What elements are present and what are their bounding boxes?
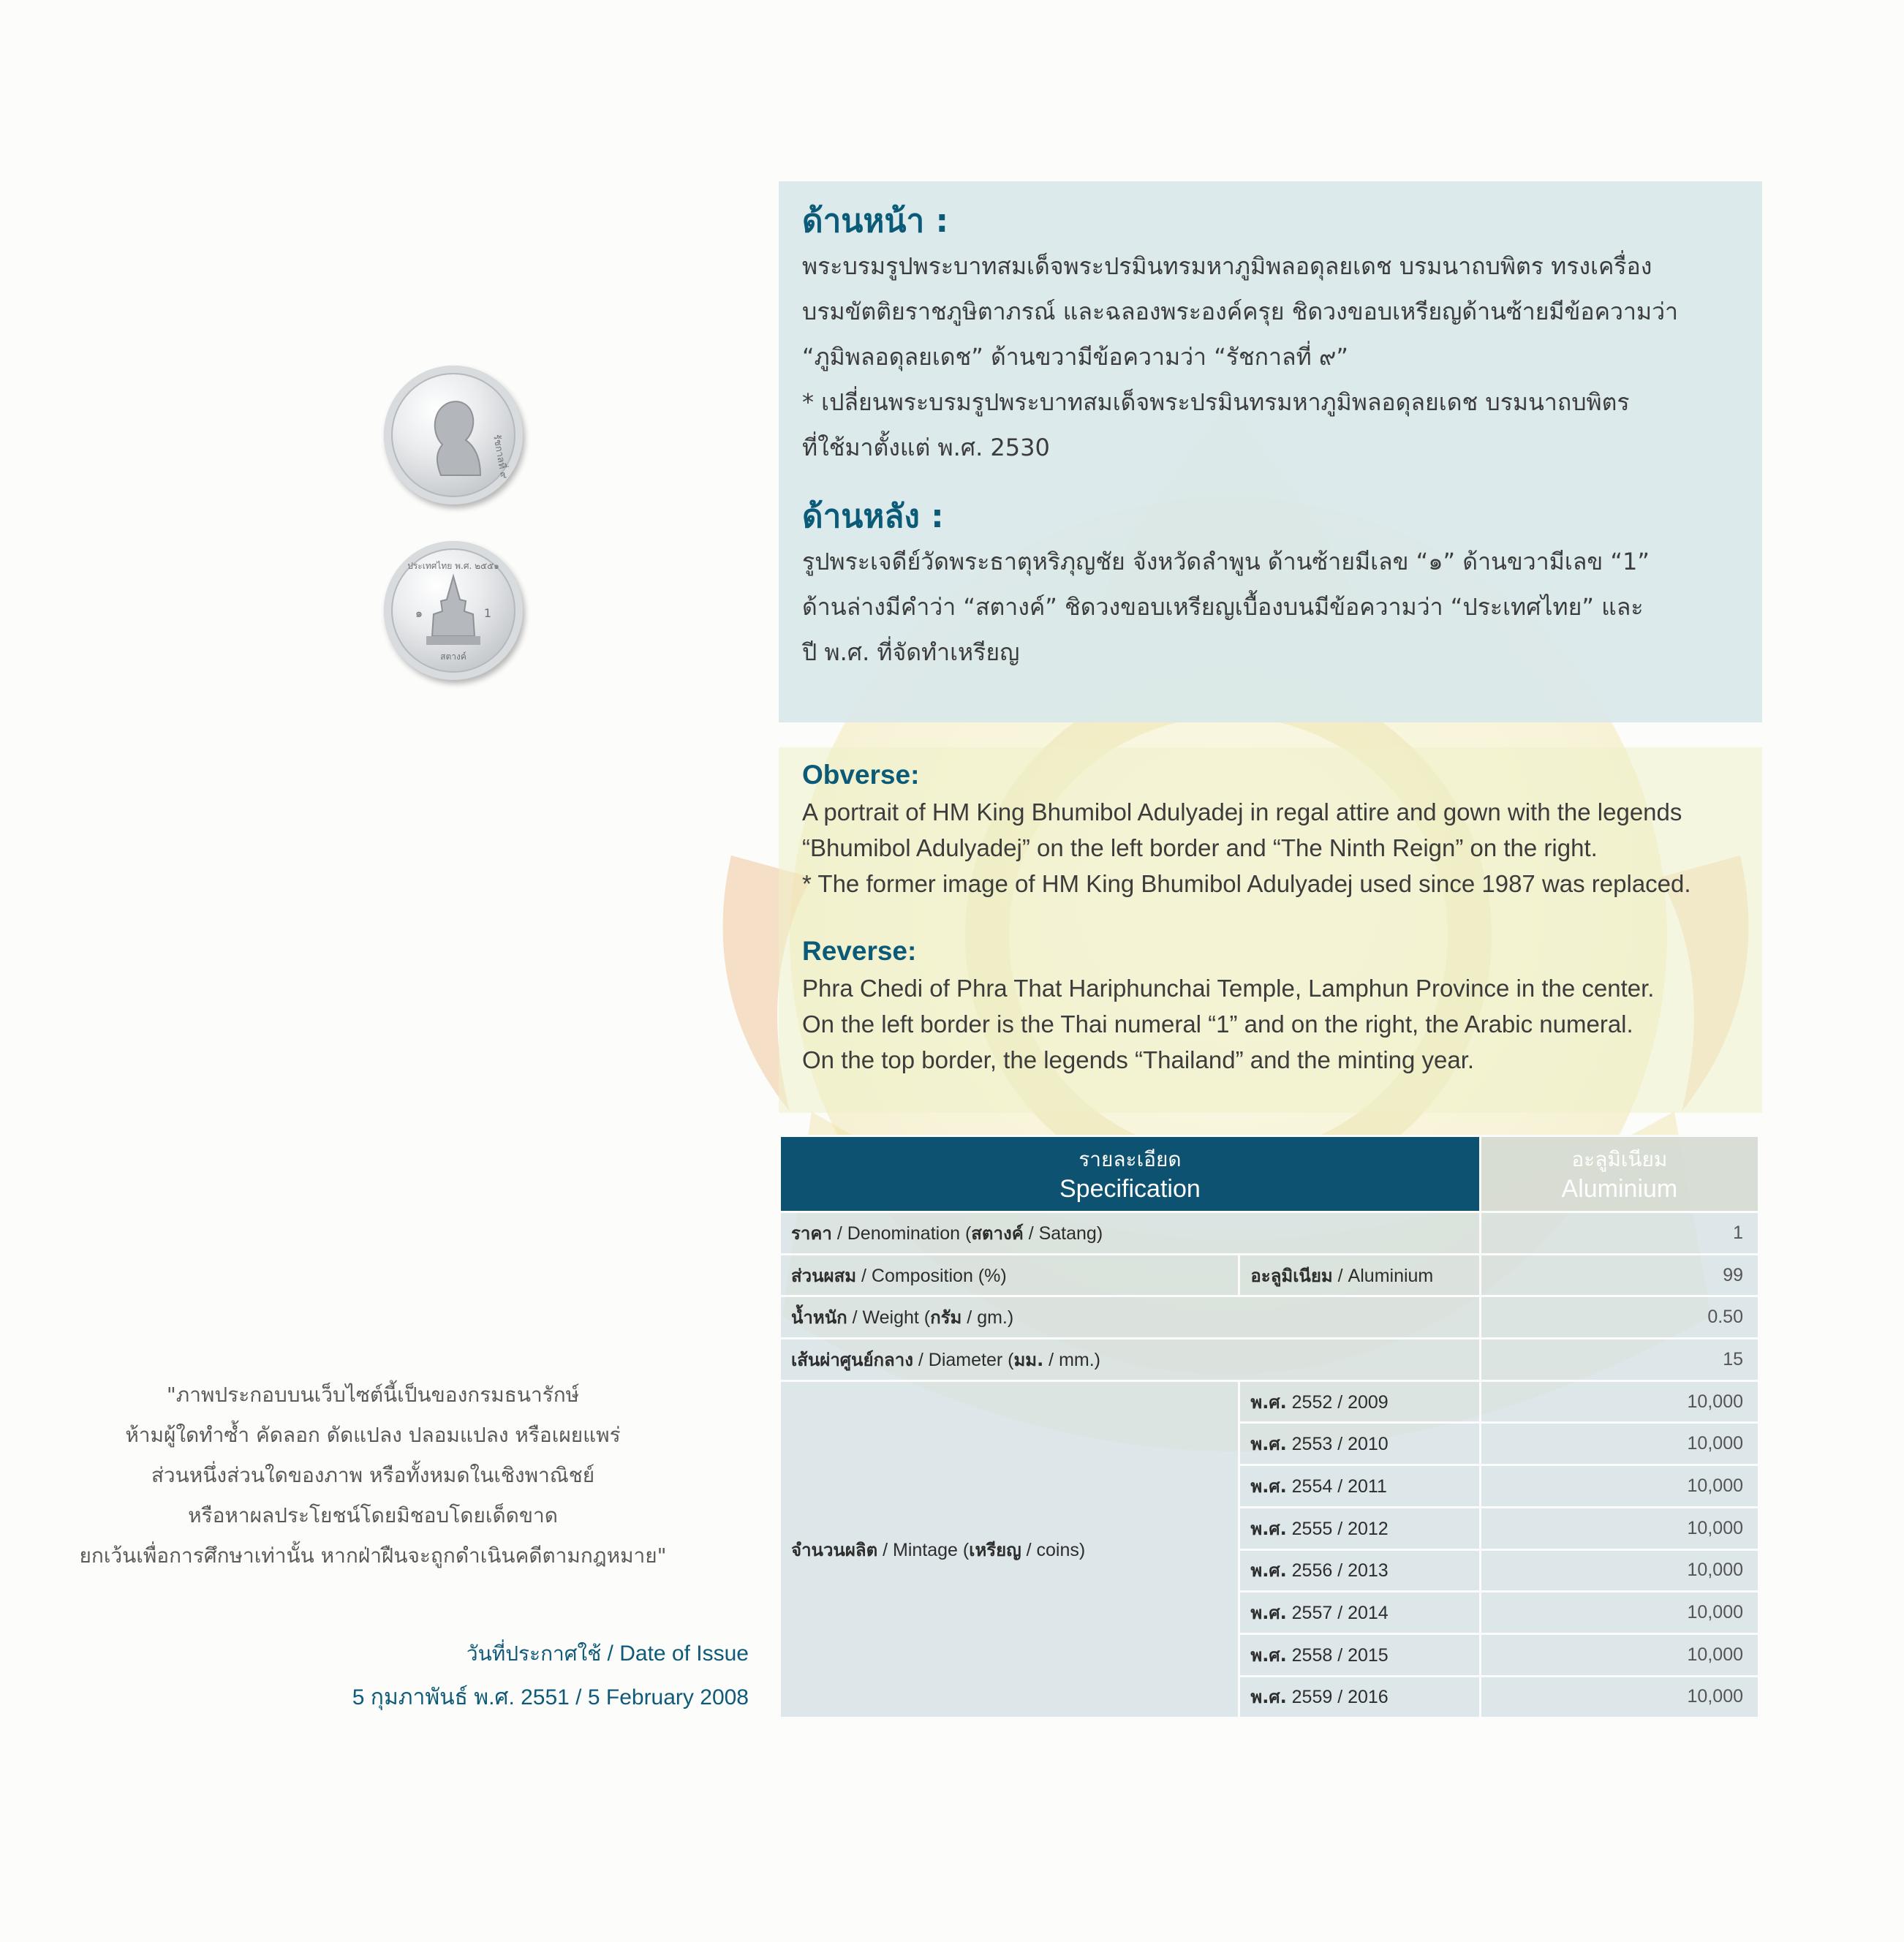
material-header-thai: อะลูมิเนียม <box>1571 1146 1668 1171</box>
date-of-issue <box>352 1632 749 1720</box>
issue-label-thai: วันที่ประกาศใช้ <box>466 1641 602 1666</box>
specification-table <box>779 1135 1760 1719</box>
mintage-year-values: 2554 / 2011 <box>1286 1476 1387 1497</box>
mintage-year-era: พ.ศ. <box>1250 1434 1287 1455</box>
mintage-year <box>1239 1507 1480 1549</box>
english-obverse-line: “Bhumibol Adulyadej” on the left border and “The Ninth Reign” on the right. <box>802 834 1598 861</box>
coin-reverse-image <box>384 541 523 680</box>
mintage-year-values: 2555 / 2012 <box>1286 1518 1389 1539</box>
copyright-notice <box>44 1375 702 1576</box>
english-description-panel <box>779 747 1762 1113</box>
composition-metal <box>1239 1254 1480 1296</box>
weight-unit-english: / gm.) <box>962 1307 1014 1329</box>
mintage-year-era: พ.ศ. <box>1250 1644 1287 1666</box>
mintage-year-values: 2553 / 2010 <box>1286 1434 1389 1455</box>
mintage-label-english: / Mintage ( <box>877 1539 970 1560</box>
composition-label-thai: ส่วนผสม <box>791 1265 857 1286</box>
issue-label-english: / Date of Issue <box>601 1641 749 1666</box>
thai-reverse-text <box>802 539 1739 675</box>
weight-unit-thai: กรัม <box>930 1307 962 1329</box>
english-reverse-text <box>802 970 1739 1078</box>
notice-line: ส่วนหนึ่งส่วนใดของภาพ หรือทั้งหมดในเชิงพาณิชย์ <box>151 1463 595 1487</box>
mintage-year <box>1239 1465 1480 1508</box>
thai-obverse-text <box>802 243 1739 470</box>
diameter-unit-thai: มม. <box>1013 1349 1044 1370</box>
thai-obverse-line: “ภูมิพลอดุลยเดช” ด้านขวามีข้อความว่า “รัชกาลที่ ๙” <box>802 343 1348 371</box>
mintage-year <box>1239 1549 1480 1592</box>
coin-back-thai-numeral: ๑ <box>415 606 423 620</box>
mintage-year-values: 2558 / 2015 <box>1286 1644 1389 1666</box>
mintage-year-era: พ.ศ. <box>1250 1391 1287 1413</box>
coin-back-top-legend: ประเทศไทย พ.ศ. ๒๕๕๑ <box>407 561 499 571</box>
english-reverse-line: Phra Chedi of Phra That Hariphunchai Temple, Lamphun Province in the center. <box>802 975 1655 1002</box>
thai-obverse-heading: ด้านหน้า : <box>802 203 949 240</box>
coin-back-arabic-numeral: 1 <box>483 606 492 620</box>
mintage-value: 10,000 <box>1480 1633 1758 1676</box>
mintage-value: 10,000 <box>1480 1676 1758 1718</box>
mintage-value: 10,000 <box>1480 1592 1758 1634</box>
coin-back-bottom-legend: สตางค์ <box>440 651 466 662</box>
mintage-value: 10,000 <box>1480 1423 1758 1465</box>
mintage-year-era: พ.ศ. <box>1250 1603 1287 1624</box>
denomination-unit-thai: สตางค์ <box>971 1223 1024 1244</box>
table-row <box>780 1296 1759 1339</box>
composition-metal-english: / Aluminium <box>1332 1265 1434 1286</box>
coin-front-legend: รัชกาลที่ ๙ <box>491 434 510 480</box>
mintage-year-values: 2552 / 2009 <box>1286 1391 1389 1413</box>
notice-line: หรือหาผลประโยชน์โดยมิชอบโดยเด็ดขาด <box>188 1503 558 1527</box>
diameter-unit-english: / mm.) <box>1043 1349 1100 1370</box>
notice-line: "ภาพประกอบบนเว็บไซต์นี้เป็นของกรมธนารักษ์ <box>166 1383 580 1407</box>
mintage-year <box>1239 1676 1480 1718</box>
spec-header <box>780 1136 1481 1212</box>
mintage-year <box>1239 1592 1480 1634</box>
mintage-year <box>1239 1380 1480 1423</box>
diameter-value: 15 <box>1480 1339 1758 1381</box>
weight-label <box>780 1296 1481 1339</box>
thai-reverse-line: ปี พ.ศ. ที่จัดทำเหรียญ <box>802 638 1020 666</box>
spec-header-english: Specification <box>1059 1174 1201 1203</box>
english-obverse-text <box>802 794 1739 902</box>
mintage-value: 10,000 <box>1480 1380 1758 1423</box>
issue-date: 5 กุมภาพันธ์ พ.ศ. 2551 / 5 February 2008 <box>352 1685 749 1709</box>
diameter-label <box>780 1339 1481 1381</box>
issue-label <box>352 1632 749 1676</box>
table-header-row <box>780 1136 1759 1212</box>
composition-label-english: / Composition (%) <box>856 1265 1007 1286</box>
mintage-value: 10,000 <box>1480 1507 1758 1549</box>
notice-line: ห้ามผู้ใดทำซ้ำ คัดลอก ดัดแปลง ปลอมแปลง หรือเผยแพร่ <box>125 1423 621 1447</box>
mintage-year-values: 2556 / 2013 <box>1286 1560 1389 1582</box>
composition-metal-thai: อะลูมิเนียม <box>1250 1265 1333 1286</box>
mintage-year-era: พ.ศ. <box>1250 1560 1287 1582</box>
mintage-label <box>780 1380 1239 1718</box>
mintage-label-thai: จำนวนผลิต <box>791 1539 878 1560</box>
mintage-year <box>1239 1423 1480 1465</box>
composition-label <box>780 1254 1239 1296</box>
notice-line: ยกเว้นเพื่อการศึกษาเท่านั้น หากฝ่าฝืนจะถูกดำเนินคดีตามกฎหมาย" <box>79 1544 667 1568</box>
material-header <box>1480 1136 1758 1212</box>
mintage-unit-thai: เหรียญ <box>969 1539 1021 1560</box>
english-obverse-heading: Obverse: <box>802 760 920 790</box>
thai-reverse-line: รูปพระเจดีย์วัดพระธาตุหริภุญชัย จังหวัดลำพูน ด้านซ้ายมีเลข “๑” ด้านขวามีเลข “1” <box>802 548 1650 575</box>
thai-reverse-heading: ด้านหลัง : <box>802 498 944 535</box>
thai-reverse-line: ด้านล่างมีคำว่า “สตางค์” ชิดวงขอบเหรียญเบื้องบนมีข้อความว่า “ประเทศไทย” และ <box>802 593 1644 621</box>
material-header-english: Aluminium <box>1561 1174 1678 1203</box>
mintage-year <box>1239 1633 1480 1676</box>
mintage-year-era: พ.ศ. <box>1250 1476 1287 1497</box>
mintage-year-era: พ.ศ. <box>1250 1518 1287 1539</box>
thai-obverse-line: ที่ใช้มาตั้งแต่ พ.ศ. 2530 <box>802 434 1050 461</box>
mintage-year-values: 2559 / 2016 <box>1286 1687 1389 1708</box>
mintage-value: 10,000 <box>1480 1465 1758 1508</box>
weight-label-english: / Weight ( <box>847 1307 931 1329</box>
english-reverse-line: On the top border, the legends “Thailand” and the minting year. <box>802 1046 1475 1073</box>
english-reverse-heading: Reverse: <box>802 936 917 966</box>
denomination-unit-english: / Satang) <box>1023 1223 1103 1244</box>
table-row <box>780 1212 1759 1255</box>
mintage-value: 10,000 <box>1480 1549 1758 1592</box>
diameter-label-thai: เส้นผ่าศูนย์กลาง <box>791 1349 913 1370</box>
english-obverse-line: A portrait of HM King Bhumibol Adulyadej in regal attire and gown with the legends <box>802 798 1682 825</box>
table-row <box>780 1339 1759 1381</box>
thai-obverse-line: * เปลี่ยนพระบรมรูปพระบาทสมเด็จพระปรมินทรมหาภูมิพลอดุลยเดช บรมนาถบพิตร <box>802 388 1630 416</box>
mintage-year-values: 2557 / 2014 <box>1286 1603 1389 1624</box>
thai-description-panel <box>779 181 1762 722</box>
english-obverse-line: * The former image of HM King Bhumibol Adulyadej used since 1987 was replaced. <box>802 870 1691 897</box>
coin-obverse-image <box>384 366 523 505</box>
weight-label-thai: น้ำหนัก <box>791 1307 847 1329</box>
denomination-label <box>780 1212 1481 1255</box>
table-row <box>780 1254 1759 1296</box>
denomination-label-thai: ราคา <box>791 1223 832 1244</box>
denomination-label-english: / Denomination ( <box>831 1223 972 1244</box>
english-reverse-line: On the left border is the Thai numeral “1” and on the right, the Arabic numeral. <box>802 1010 1633 1038</box>
diameter-label-english: / Diameter ( <box>913 1349 1014 1370</box>
composition-value: 99 <box>1480 1254 1758 1296</box>
spec-header-thai: รายละเอียด <box>1078 1146 1182 1171</box>
denomination-value: 1 <box>1480 1212 1758 1255</box>
mintage-year-era: พ.ศ. <box>1250 1687 1287 1708</box>
thai-obverse-line: บรมขัตติยราชภูษิตาภรณ์ และฉลองพระองค์ครุย ชิดวงขอบเหรียญด้านซ้ายมีข้อความว่า <box>802 298 1678 325</box>
table-row <box>780 1380 1759 1423</box>
mintage-unit-english: / coins) <box>1021 1539 1086 1560</box>
weight-value: 0.50 <box>1480 1296 1758 1339</box>
thai-obverse-line: พระบรมรูปพระบาทสมเด็จพระปรมินทรมหาภูมิพลอดุลยเดช บรมนาถบพิตร ทรงเครื่อง <box>802 252 1652 280</box>
